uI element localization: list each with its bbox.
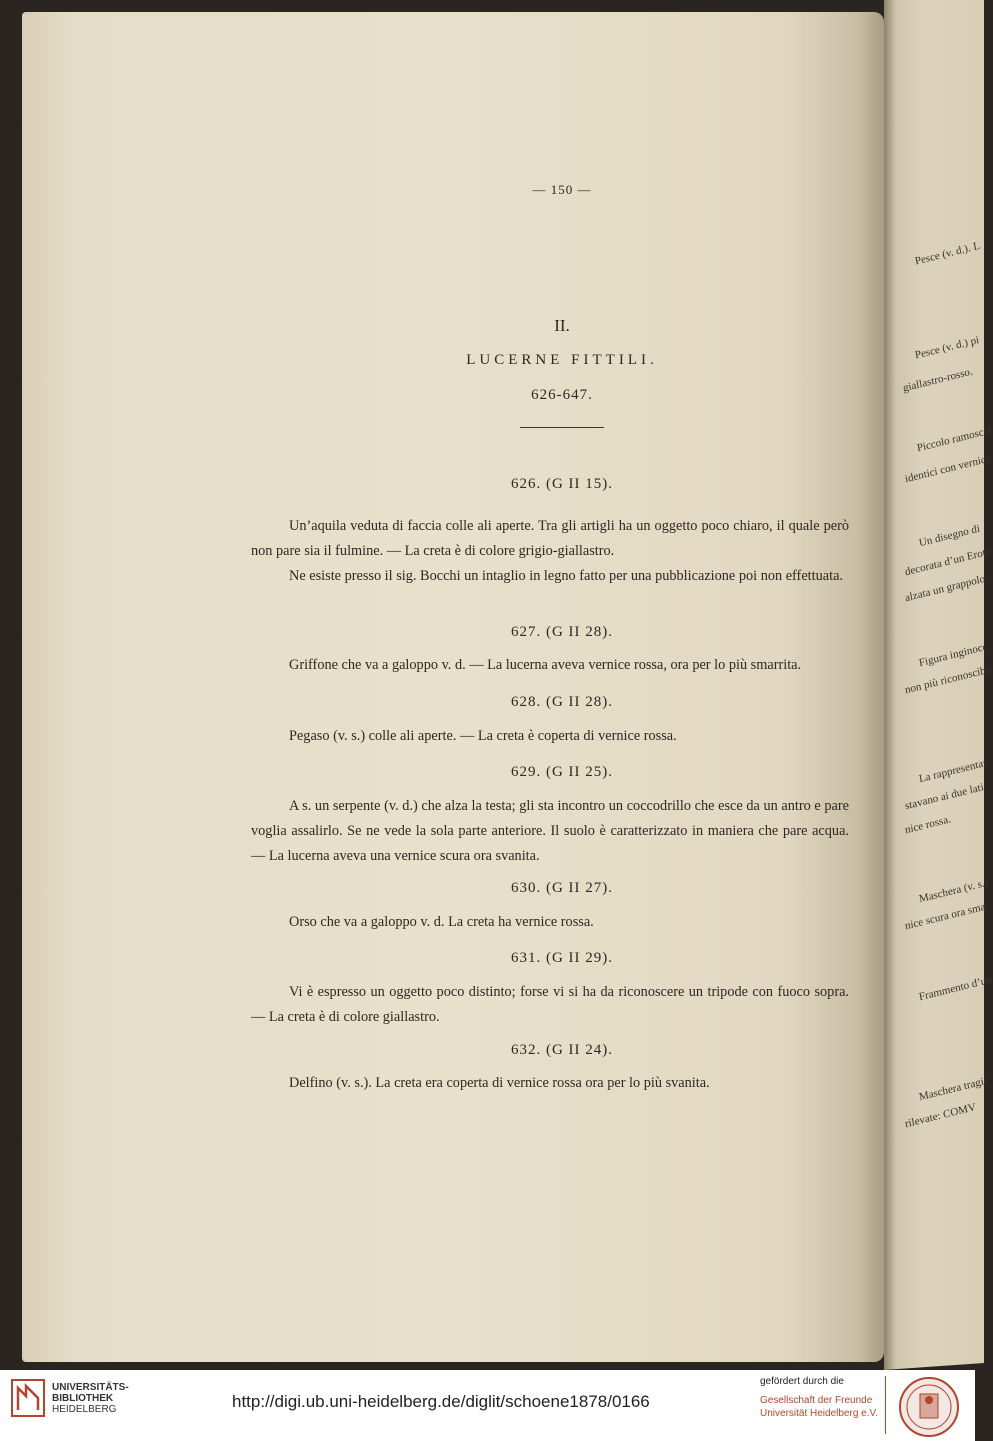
sponsor-name	[760, 1394, 878, 1420]
title-rule	[520, 427, 604, 428]
footer-divider	[885, 1376, 886, 1434]
entry-paragraph: Griffone che va a galoppo v. d. — La lucerna aveva vernice rossa, ora per lo più smarrita.	[289, 657, 802, 673]
facing-line: identici con vernice	[904, 452, 992, 486]
book-page	[22, 12, 884, 1362]
sponsor-intro: gefördert durch die	[760, 1376, 844, 1387]
library-name-line: UNIVERSITÄTS-	[52, 1382, 129, 1393]
entry-heading: 629. (G II 25).	[510, 764, 614, 780]
facing-line: Maschera (v. s.)	[918, 876, 990, 906]
facing-line: Un disegno di	[918, 522, 981, 550]
library-name-line: BIBLIOTHEK	[52, 1393, 114, 1404]
facing-line: rilevate: COMV	[904, 1101, 977, 1131]
facing-line: Pesce (v. d.) pi	[914, 334, 981, 362]
section-title: LUCERNE FITTILI.	[466, 352, 658, 368]
entry-paragraph: Un’aquila veduta di faccia colle ali aperte. Tra gli artigli ha un oggetto poco chiaro, il quale però non pare sia il fulmine. — La creta è di colore grigio-giallastro.	[251, 518, 849, 559]
university-seal-icon	[898, 1376, 960, 1438]
library-name-line: HEIDELBERG	[52, 1404, 117, 1415]
facing-line: Frammento d’un	[918, 973, 993, 1004]
facing-line: La rappresentaz	[918, 756, 989, 786]
entry-heading: 627. (G II 28).	[510, 624, 614, 640]
entry-heading: 626. (G II 15).	[510, 476, 614, 492]
entry-paragraph: A s. un serpente (v. d.) che alza la testa; gli sta incontro un coccodrillo che esce da un antro e pare voglia assalirlo. Se ne vede la sola parte anteriore. Il suolo è caratterizzato in maniera che pare acqua. — La lucerna aveva una vernice scura ora svanita.	[251, 798, 849, 864]
facing-line: giallastro-rosso.	[902, 365, 974, 395]
entry-heading: 632. (G II 24).	[510, 1042, 614, 1058]
university-library-logo-icon	[10, 1378, 46, 1418]
facing-line: Figura inginocc	[918, 640, 989, 670]
facing-line: Piccolo ramoscel	[916, 424, 993, 455]
sponsor-name-line: Gesellschaft der Freunde	[760, 1395, 873, 1406]
entry-paragraph: Ne esiste presso il sig. Bocchi un intaglio in legno fatto per una pubblicazione poi non effettuata.	[289, 568, 843, 584]
sponsor-name-line: Universität Heidelberg e.V.	[760, 1408, 879, 1419]
section-range: 626-647.	[531, 387, 593, 403]
permalink-url[interactable]: http://digi.ub.uni-heidelberg.de/diglit/schoene1878/0166	[232, 1392, 650, 1411]
facing-line: alzata un grappolo	[904, 572, 987, 605]
page-number: — 150 —	[532, 182, 592, 197]
entry-heading: 631. (G II 29).	[510, 950, 614, 966]
facing-line: Pesce (v. d.). L	[914, 239, 981, 268]
entry-paragraph: Delfino (v. s.). La creta era coperta di vernice rossa ora per lo più svanita.	[289, 1075, 710, 1091]
entry-paragraph: Vi è espresso un oggetto poco distinto; forse vi si ha da riconoscere un tripode con fuoco sopra. — La creta è di colore giallastro.	[251, 984, 849, 1025]
viewer-footer	[0, 1370, 975, 1441]
facing-line: Maschera tragic	[918, 1074, 990, 1104]
entry-paragraph: Orso che va a galoppo v. d. La creta ha vernice rossa.	[289, 914, 594, 930]
entry-heading: 628. (G II 28).	[510, 694, 614, 710]
facing-line: nice rossa.	[904, 813, 952, 837]
library-name	[52, 1382, 129, 1415]
section-number: II.	[554, 316, 570, 335]
entry-heading: 630. (G II 27).	[510, 880, 614, 896]
facing-line: decorata d’un Erote	[904, 545, 992, 579]
facing-line: stavano ai due lati	[904, 781, 985, 813]
facing-line: non più riconoscibil	[904, 663, 993, 697]
facing-page	[884, 0, 993, 1370]
entry-paragraph: Pegaso (v. s.) colle ali aperte. — La creta è coperta di vernice rossa.	[289, 728, 677, 744]
facing-line: nice scura ora sma	[904, 900, 987, 933]
